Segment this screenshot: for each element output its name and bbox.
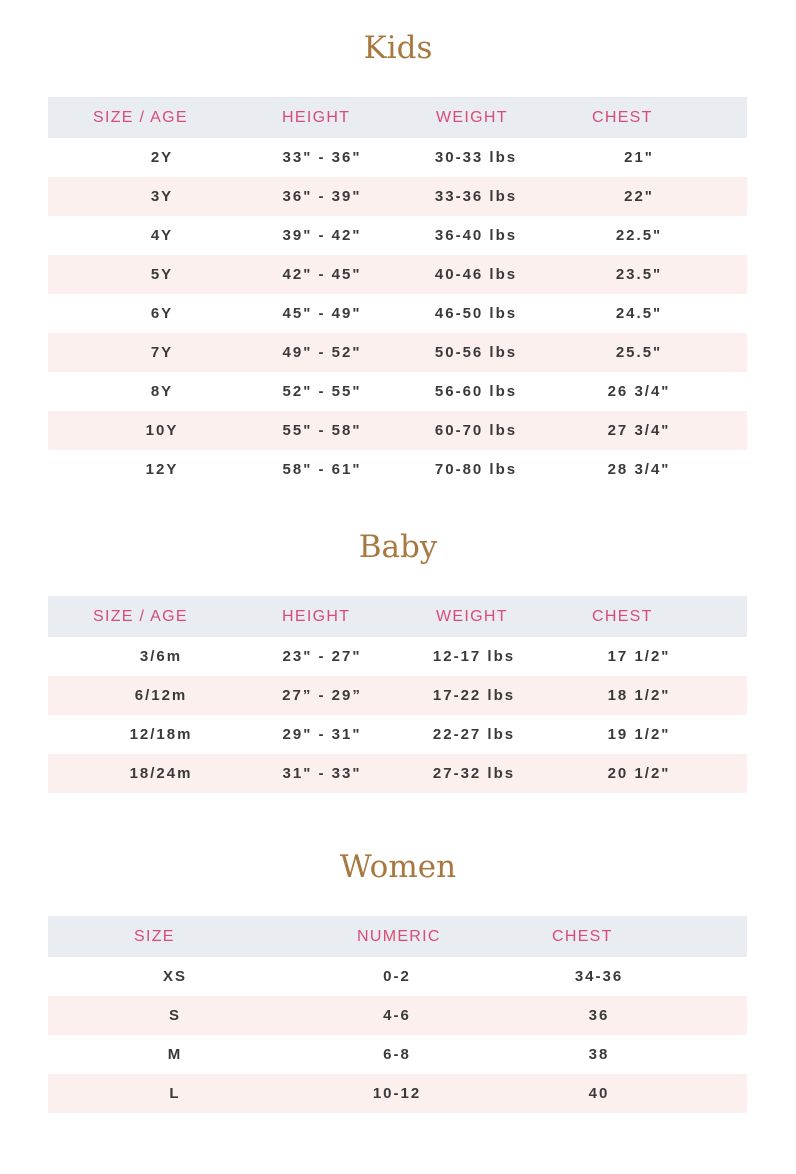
weight-cell: 56-60 lbs [434,383,518,400]
size-cell: 18/24m [129,765,193,782]
women-header-numeric: NUMERIC [357,928,441,945]
height-cell: 27” - 29” [282,687,362,704]
size-cell: 6/12m [134,687,188,704]
size-cell: L [169,1085,181,1102]
kids-header-chest: CHEST [592,109,653,126]
chest-cell: 19 1/2" [607,726,671,743]
women-header-size: SIZE [134,928,175,945]
baby-header-size-age: SIZE / AGE [93,608,188,625]
baby-size-table [48,596,747,793]
weight-cell: 50-56 lbs [434,344,518,361]
weight-cell: 60-70 lbs [434,422,518,439]
chest-cell: 40 [588,1085,610,1102]
numeric-cell: 10-12 [372,1085,422,1102]
kids-header-height: HEIGHT [282,109,351,126]
baby-title: Baby [358,529,438,565]
table-row [48,411,747,450]
chest-cell: 34-36 [574,968,624,985]
kids-title: Kids [363,30,433,66]
weight-cell: 70-80 lbs [434,461,518,478]
chest-cell: 20 1/2" [607,765,671,782]
weight-cell: 27-32 lbs [432,765,516,782]
height-cell: 31" - 33" [282,765,362,782]
weight-cell: 17-22 lbs [432,687,516,704]
table-row [48,1035,747,1074]
table-row [48,177,747,216]
table-row [48,372,747,411]
weight-cell: 40-46 lbs [434,266,518,283]
height-cell: 39" - 42" [282,227,362,244]
weight-cell: 36-40 lbs [434,227,518,244]
kids-table-header [48,97,747,138]
height-cell: 36" - 39" [282,188,362,205]
size-cell: 10Y [145,422,179,439]
size-cell: 2Y [150,149,174,166]
chest-cell: 21" [624,149,654,166]
weight-cell: 12-17 lbs [432,648,516,665]
size-cell: 3/6m [139,648,183,665]
table-row [48,754,747,793]
height-cell: 55" - 58" [282,422,362,439]
size-cell: 6Y [150,305,174,322]
weight-cell: 46-50 lbs [434,305,518,322]
height-cell: 42" - 45" [282,266,362,283]
table-row [48,957,747,996]
table-row [48,138,747,177]
kids-header-weight: WEIGHT [436,109,508,126]
table-row [48,715,747,754]
table-row [48,333,747,372]
women-size-table [48,916,747,1113]
height-cell: 29" - 31" [282,726,362,743]
weight-cell: 30-33 lbs [434,149,518,166]
height-cell: 33" - 36" [282,149,362,166]
kids-header-size-age: SIZE / AGE [93,109,188,126]
baby-header-chest: CHEST [592,608,653,625]
chest-cell: 18 1/2" [607,687,671,704]
table-row [48,676,747,715]
kids-size-table [48,97,747,489]
chest-cell: 23.5" [615,266,663,283]
baby-table-header [48,596,747,637]
weight-cell: 22-27 lbs [432,726,516,743]
size-cell: 12/18m [129,726,193,743]
chest-cell: 22.5" [615,227,663,244]
chest-cell: 26 3/4" [607,383,671,400]
baby-header-height: HEIGHT [282,608,351,625]
table-row [48,450,747,489]
chest-cell: 25.5" [615,344,663,361]
chest-cell: 38 [588,1046,610,1063]
baby-header-weight: WEIGHT [436,608,508,625]
table-row [48,216,747,255]
numeric-cell: 4-6 [383,1007,411,1024]
table-row [48,637,747,676]
size-cell: 4Y [150,227,174,244]
chest-cell: 36 [588,1007,610,1024]
numeric-cell: 0-2 [383,968,411,985]
table-row [48,1074,747,1113]
size-cell: 12Y [145,461,179,478]
table-row [48,996,747,1035]
size-cell: 7Y [150,344,174,361]
table-row [48,294,747,333]
height-cell: 23" - 27" [282,648,362,665]
chest-cell: 24.5" [615,305,663,322]
height-cell: 49" - 52" [282,344,362,361]
table-row [48,255,747,294]
height-cell: 45" - 49" [282,305,362,322]
height-cell: 58" - 61" [282,461,362,478]
chest-cell: 28 3/4" [607,461,671,478]
chest-cell: 27 3/4" [607,422,671,439]
women-title: Women [339,849,457,885]
height-cell: 52" - 55" [282,383,362,400]
size-cell: 8Y [150,383,174,400]
size-cell: S [168,1007,182,1024]
women-table-header [48,916,747,957]
numeric-cell: 6-8 [383,1046,411,1063]
chest-cell: 22" [624,188,654,205]
chest-cell: 17 1/2" [607,648,671,665]
size-cell: 5Y [150,266,174,283]
size-cell: M [167,1046,183,1063]
size-cell: 3Y [150,188,174,205]
size-cell: XS [162,968,188,985]
women-header-chest: CHEST [552,928,613,945]
weight-cell: 33-36 lbs [434,188,518,205]
